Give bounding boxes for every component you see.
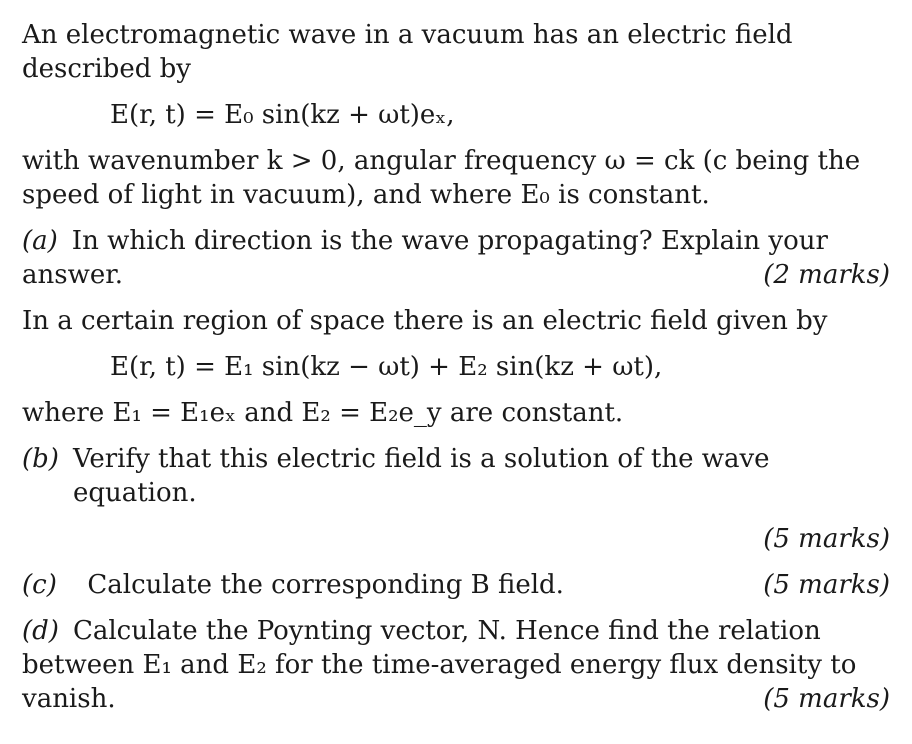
question-b xyxy=(22,442,890,510)
question-d-end xyxy=(22,682,890,716)
question-a xyxy=(22,224,890,258)
exam-page xyxy=(22,18,890,716)
question-c-label: (c) xyxy=(22,570,57,600)
question-d-label: (d) xyxy=(22,616,59,646)
question-a-text-cont: answer. xyxy=(22,260,124,290)
question-c-marks: (5 marks) xyxy=(763,570,890,600)
question-d-text: Calculate the Poynting vector, N. Hence find the relation xyxy=(72,616,821,646)
question-d-marks: (5 marks) xyxy=(763,684,890,714)
question-a-label: (a) xyxy=(22,226,58,256)
question-d xyxy=(22,614,890,648)
equation-1: E(r, t) = E₀ sin(kz + ωt)eₓ, xyxy=(110,100,455,130)
question-a-marks: (2 marks) xyxy=(763,260,890,290)
middle-paragraph: In a certain region of space there is an electric field given by xyxy=(22,306,828,336)
question-c-text: Calculate the corresponding B field. xyxy=(87,570,564,600)
intro-paragraph-2: with wavenumber k > 0, angular frequency ω = ck (c being the speed of light in vacuum), and where E₀ is constant. xyxy=(22,146,861,210)
question-a-end xyxy=(22,258,890,292)
question-c xyxy=(22,568,890,602)
question-b-label: (b) xyxy=(22,444,59,474)
intro-paragraph: An electromagnetic wave in a vacuum has an electric field described by xyxy=(22,20,793,84)
equation-2: E(r, t) = E₁ sin(kz − ωt) + E₂ sin(kz + ωt), xyxy=(110,352,663,382)
question-a-text: In which direction is the wave propagating? Explain your xyxy=(71,226,828,256)
middle-paragraph-2: where E₁ = E₁eₓ and E₂ = E₂e_y are constant. xyxy=(22,398,624,428)
question-d-text-2: between E₁ and E₂ for the time-averaged energy flux density to xyxy=(22,650,857,680)
question-d-text-3: vanish. xyxy=(22,684,116,714)
question-b-text: Verify that this electric field is a solution of the wave equation. xyxy=(72,444,770,508)
question-b-marks: (5 marks) xyxy=(763,524,890,554)
